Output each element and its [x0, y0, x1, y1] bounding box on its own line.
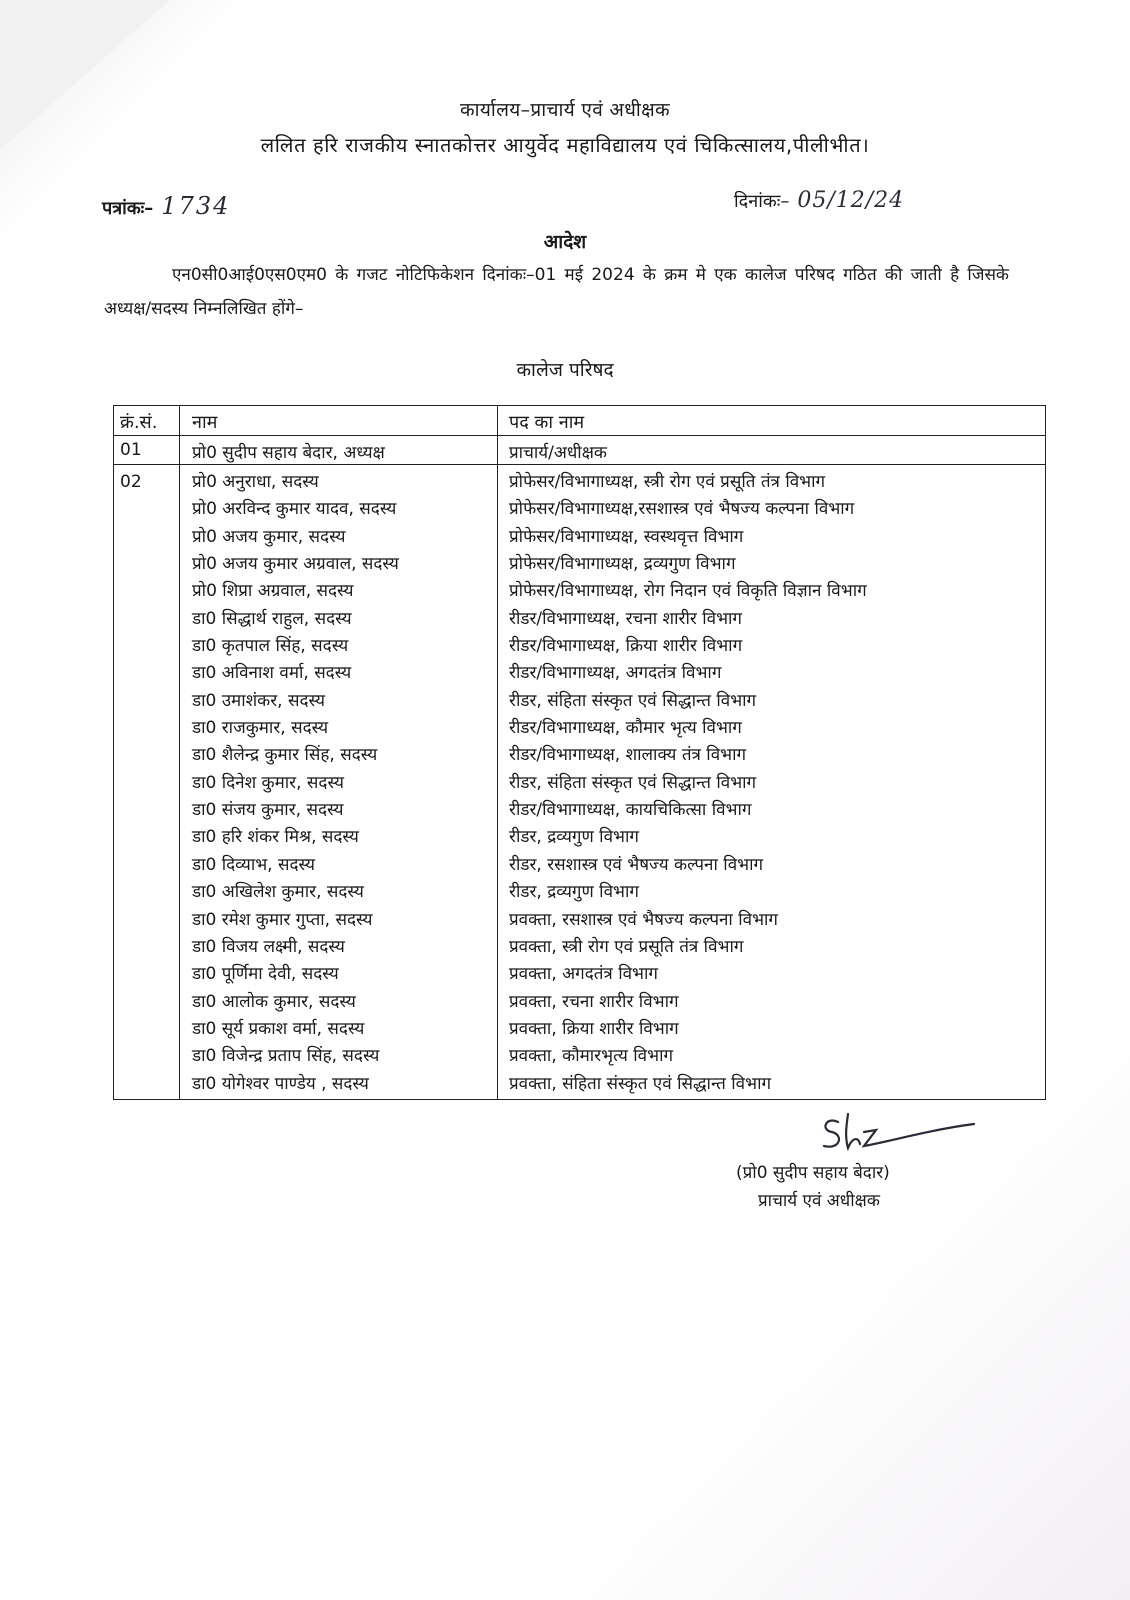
- member-name: डा0 विजेन्द्र प्रताप सिंह, सदस्य: [192, 1046, 380, 1067]
- reference-label: पत्रांकः–: [102, 198, 154, 219]
- member-name: डा0 शैलेन्द्र कुमार सिंह, सदस्य: [192, 745, 378, 766]
- signatory-designation: प्राचार्य एवं अधीक्षक: [758, 1191, 880, 1211]
- member-post: रीडर/विभागाध्यक्ष, क्रिया शारीर विभाग: [509, 636, 743, 657]
- member-post: रीडर/विभागाध्यक्ष, अगदतंत्र विभाग: [509, 663, 722, 684]
- member-post: प्रोफेसर/विभागाध्यक्ष, स्त्री रोग एवं प्रसूति तंत्र विभाग: [509, 472, 826, 492]
- chair-post: प्राचार्य/अधीक्षक: [509, 443, 607, 463]
- member-post: प्रवक्ता, रसशास्त्र एवं भैषज्य कल्पना विभाग: [509, 909, 778, 930]
- member-name: प्रो0 अजय कुमार अग्रवाल, सदस्य: [192, 554, 399, 575]
- member-name-list: [192, 469, 399, 1098]
- college-heading: ललित हरि राजकीय स्नातकोत्तर आयुर्वेद महाविद्यालय एवं चिकित्सालय,पीलीभीत।: [260, 133, 870, 157]
- member-name: डा0 उमाशंकर, सदस्य: [192, 690, 325, 711]
- member-post: रीडर, संहिता संस्कृत एवं सिद्धान्त विभाग: [509, 772, 757, 793]
- council-table: [113, 405, 1046, 1100]
- order-heading: आदेश: [543, 231, 587, 253]
- reference-number: [102, 192, 230, 220]
- member-name: डा0 हरि शंकर मिश्र, सदस्य: [192, 827, 359, 848]
- member-post: प्रवक्ता, संहिता संस्कृत एवं सिद्धान्त विभाग: [509, 1073, 772, 1094]
- header-row-divider: [114, 435, 1045, 436]
- member-post-list: [509, 469, 867, 1098]
- member-post: रीडर, द्रव्यगुण विभाग: [509, 882, 639, 903]
- chair-row-divider: [114, 464, 1045, 465]
- column-divider-sn: [179, 406, 180, 1099]
- reference-value: 1734: [161, 192, 231, 220]
- chair-name: प्रो0 सुदीप सहाय बेदार, अध्यक्ष: [192, 443, 385, 463]
- member-name: डा0 अखिलेश कुमार, सदस्य: [192, 882, 364, 903]
- member-post: रीडर, संहिता संस्कृत एवं सिद्धान्त विभाग: [509, 690, 757, 711]
- date-label: दिनांकः–: [734, 191, 790, 212]
- member-post: प्रवक्ता, क्रिया शारीर विभाग: [509, 1018, 679, 1039]
- member-post: प्रोफेसर/विभागाध्यक्ष, स्वस्थवृत्त विभाग: [509, 526, 744, 547]
- member-post: रीडर/विभागाध्यक्ष, शालाक्य तंत्र विभाग: [509, 745, 747, 766]
- order-date: [734, 188, 904, 213]
- member-name: डा0 सूर्य प्रकाश वर्मा, सदस्य: [192, 1018, 365, 1039]
- member-name: डा0 सिद्धार्थ राहुल, सदस्य: [192, 608, 352, 629]
- member-post: रीडर/विभागाध्यक्ष, कायचिकित्सा विभाग: [509, 800, 752, 821]
- member-name: डा0 रमेश कुमार गुप्ता, सदस्य: [192, 909, 373, 930]
- member-post: प्रवक्ता, स्त्री रोग एवं प्रसूति तंत्र विभाग: [509, 936, 744, 957]
- council-heading: कालेज परिषद: [516, 359, 614, 381]
- member-post: रीडर, द्रव्यगुण विभाग: [509, 827, 639, 848]
- member-name: डा0 दिनेश कुमार, सदस्य: [192, 772, 344, 793]
- member-post: प्रवक्ता, कौमारभृत्य विभाग: [509, 1046, 674, 1067]
- member-post: प्रोफेसर/विभागाध्यक्ष,रसशास्त्र एवं भैषज्य कल्पना विभाग: [509, 499, 855, 520]
- member-post: प्रोफेसर/विभागाध्यक्ष, रोग निदान एवं विकृति विज्ञान विभाग: [509, 581, 867, 602]
- chair-sn: 01: [120, 440, 142, 460]
- header-post: पद का नाम: [509, 412, 585, 433]
- handwritten-signature: [818, 1108, 978, 1158]
- member-name: प्रो0 अरविन्द कुमार यादव, सदस्य: [192, 499, 397, 520]
- member-post: प्रोफेसर/विभागाध्यक्ष, द्रव्यगुण विभाग: [509, 554, 736, 575]
- member-name: डा0 आलोक कुमार, सदस्य: [192, 991, 356, 1012]
- member-post: रीडर, रसशास्त्र एवं भैषज्य कल्पना विभाग: [509, 854, 764, 875]
- header-sn: क्रं.सं.: [120, 412, 158, 433]
- member-name: प्रो0 शिप्रा अग्रवाल, सदस्य: [192, 581, 354, 602]
- member-name: डा0 कृतपाल सिंह, सदस्य: [192, 636, 349, 657]
- member-post: रीडर/विभागाध्यक्ष, कौमार भृत्य विभाग: [509, 718, 742, 739]
- member-name: डा0 योगेश्वर पाण्डेय , सदस्य: [192, 1073, 369, 1094]
- member-post: प्रवक्ता, रचना शारीर विभाग: [509, 991, 679, 1012]
- member-name: डा0 अविनाश वर्मा, सदस्य: [192, 663, 352, 684]
- office-heading: कार्यालय–प्राचार्य एवं अधीक्षक: [460, 99, 670, 121]
- member-name: डा0 राजकुमार, सदस्य: [192, 718, 329, 739]
- member-name: डा0 संजय कुमार, सदस्य: [192, 800, 344, 821]
- order-paragraph: एन0सी0आई0एस0एम0 के गजट नोटिफिकेशन दिनांकः–01 मई 2024 के क्रम मे एक कालेज परिषद गठित की जाती है जिसके अध्यक्ष/सदस्य निम्नलिखित होंगे–: [104, 265, 1009, 319]
- members-sn: 02: [120, 472, 142, 492]
- member-name: डा0 पूर्णिमा देवी, सदस्य: [192, 964, 339, 985]
- member-post: रीडर/विभागाध्यक्ष, रचना शारीर विभाग: [509, 608, 743, 629]
- member-name: डा0 दिव्याभ, सदस्य: [192, 854, 315, 875]
- member-name: प्रो0 अनुराधा, सदस्य: [192, 472, 319, 492]
- header-name: नाम: [192, 412, 218, 433]
- member-post: प्रवक्ता, अगदतंत्र विभाग: [509, 964, 658, 985]
- member-name: प्रो0 अजय कुमार, सदस्य: [192, 526, 346, 547]
- signatory-name: (प्रो0 सुदीप सहाय बेदार): [736, 1163, 890, 1183]
- column-divider-name: [497, 406, 498, 1099]
- paper-corner-fold: [0, 0, 170, 150]
- date-value: 05/12/24: [797, 188, 905, 213]
- member-name: डा0 विजय लक्ष्मी, सदस्य: [192, 936, 345, 957]
